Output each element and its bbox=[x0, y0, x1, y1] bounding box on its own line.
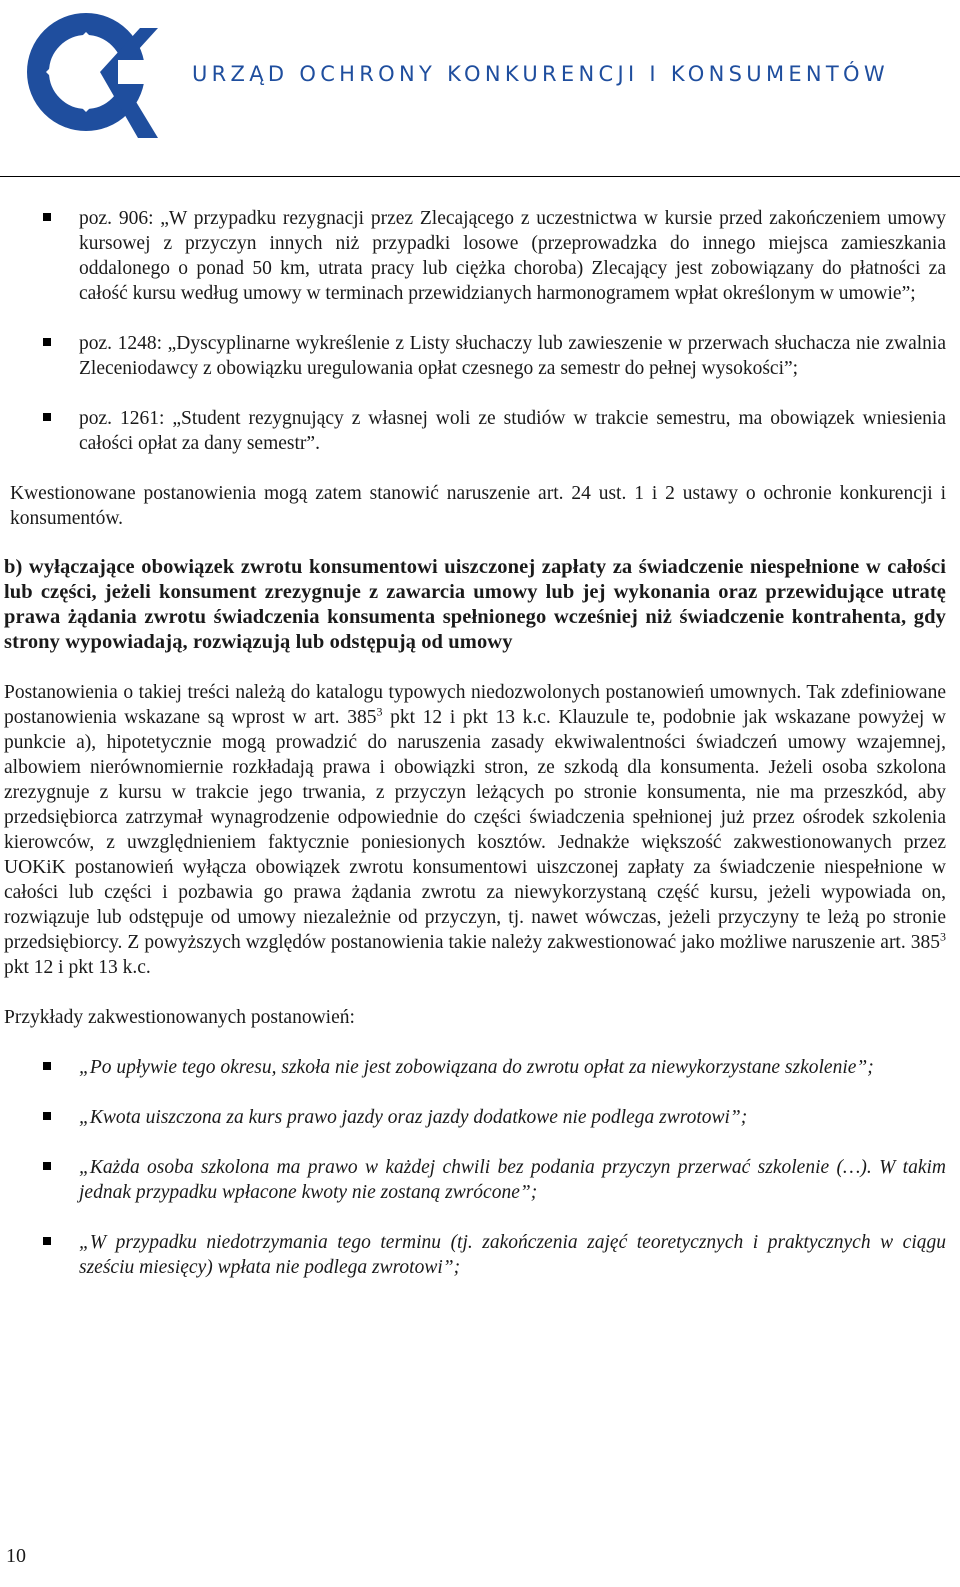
list-item bbox=[4, 1230, 946, 1280]
list-item bbox=[4, 206, 946, 306]
example-text: „Każda osoba szkolona ma prawo w każdej chwili bez podania przyczyn przerwać szkolenie (…). W takim jednak przypadku wpłacone kwoty nie zostaną zwrócone”; bbox=[79, 1157, 946, 1203]
square-bullet-icon bbox=[43, 338, 51, 346]
superscript: 3 bbox=[940, 929, 946, 944]
analysis-paragraph bbox=[4, 680, 946, 980]
page-header bbox=[0, 0, 960, 180]
page-number: 10 bbox=[6, 1545, 26, 1567]
square-bullet-icon bbox=[43, 213, 51, 221]
summary-paragraph: Kwestionowane postanowienia mogą zatem stanowić naruszenie art. 24 ust. 1 i 2 ustawy o ochronie konkurencji i konsumentów. bbox=[10, 483, 946, 529]
example-text: „W przypadku niedotrzymania tego terminu (tj. zakończenia zajęć teoretycznych i praktycznych w ciągu sześciu miesięcy) wpłata nie podlega zwrotowi”; bbox=[79, 1232, 946, 1278]
list-item bbox=[4, 406, 946, 456]
example-text: „Po upływie tego okresu, szkoła nie jest zobowiązana do zwrotu opłat za niewykorzystane szkolenie”; bbox=[79, 1057, 874, 1078]
square-bullet-icon bbox=[43, 1062, 51, 1070]
section-heading-b: b) wyłączające obowiązek zwrotu konsumentowi uiszczonej zapłaty za świadczenie niespełnione w całości lub części, jeżeli konsument zrezygnuje z zawarcia umowy lub jej wykonania oraz przewidujące utratę prawa żądania zwrotu świadczenia konsumenta spełnionego wcześniej niż świadczenie kontrahenta, gdy strony wypowiadają, rozwiązują lub odstępują od umowy bbox=[4, 556, 946, 653]
document-body bbox=[4, 206, 946, 1305]
square-bullet-icon bbox=[43, 1237, 51, 1245]
list-item-text: poz. 1261: „Student rezygnujący z własnej woli ze studiów w trakcie semestru, ma obowiązek wniesienia całości opłat za dany semestr”. bbox=[79, 408, 946, 454]
square-bullet-icon bbox=[43, 1112, 51, 1120]
example-text: „Kwota uiszczona za kurs prawo jazdy oraz jazdy dodatkowe nie podlega zwrotowi”; bbox=[79, 1107, 748, 1128]
list-item bbox=[4, 1105, 946, 1130]
examples-list bbox=[4, 1055, 946, 1280]
analysis-text-2: pkt 12 i pkt 13 k.c. Klauzule te, podobnie jak wskazane powyżej w punkcie a), hipotetycznie mogą prowadzić do naruszenia zasady ekwiwalentności świadczeń umowy wzajemnej, albowiem nierównomiernie rozkładają prawa i obowiązki stron, ze szkodą dla konsumenta. Jeżeli osoba szkolona zrezygnuje z kursu w trakcie jego trwania, z przyczyn leżących po stronie konsumenta, nie ma przeszkód, aby przedsiębiorca zatrzymał wynagrodzenie odpowiednie do części świadczenia spełnionej już przez ośrodek szkolenia kierowców, z uwzględnieniem faktycznie poniesionych kosztów. Jednakże większość zakwestionowanych przez UOKiK postanowień wyłącza obowiązek zwrotu konsumentowi uiszczonej zapłaty za świadczenie niespełnione w całości lub części i pozbawia go prawa żądania zwrotu za niewykorzystaną część kursu, jeżeli wypowiada on, rozwiązuje lub odstępuje od umowy niezależnie od przyczyn, tj. nawet wówczas, jeżeli przyczyny te leżą po stronie przedsiębiorcy. Z powyższych względów postanowienia takie należy zakwestionować jako możliwe naruszenie art. 385 bbox=[4, 707, 946, 953]
superscript: 3 bbox=[376, 704, 383, 719]
header-divider bbox=[0, 176, 960, 177]
quoted-provisions-list bbox=[4, 206, 946, 456]
list-item-text: poz. 1248: „Dyscyplinarne wykreślenie z Listy słuchaczy lub zawieszenie w przerwach słuchacza nie zwalnia Zleceniodawcy z obowiązku uregulowania opłat czesnego za semestr do pełnej wysokości”; bbox=[79, 333, 946, 379]
list-item bbox=[4, 1055, 946, 1080]
square-bullet-icon bbox=[43, 1162, 51, 1170]
list-item-text: poz. 906: „W przypadku rezygnacji przez Zlecającego z uczestnictwa w kursie przed zakończeniem umowy kursowej z przyczyn innych niż przypadki losowe (przeprowadzka do innego miejsca zamieszkania oddalonego o ponad 50 km, utrata pracy lub ciężka choroba) Zlecający jest zobowiązany do płatności za całość kursu według umowy w terminach przewidzianych harmonogramem wpłat określonym w umowie”; bbox=[79, 208, 946, 304]
uokik-logo-icon bbox=[22, 8, 162, 143]
organization-name: URZĄD OCHRONY KONKURENCJI I KONSUMENTÓW bbox=[192, 62, 889, 86]
square-bullet-icon bbox=[43, 413, 51, 421]
examples-intro: Przykłady zakwestionowanych postanowień: bbox=[4, 1007, 355, 1028]
analysis-text-1: Postanowienia o takiej treści należą do katalogu typowych niedozwolonych postanowień umownych. Tak zdefiniowane postanowienia wskazane są wprost w art. 385 bbox=[4, 682, 946, 728]
list-item bbox=[4, 1155, 946, 1205]
analysis-text-3: pkt 12 i pkt 13 k.c. bbox=[4, 957, 151, 978]
list-item bbox=[4, 331, 946, 381]
